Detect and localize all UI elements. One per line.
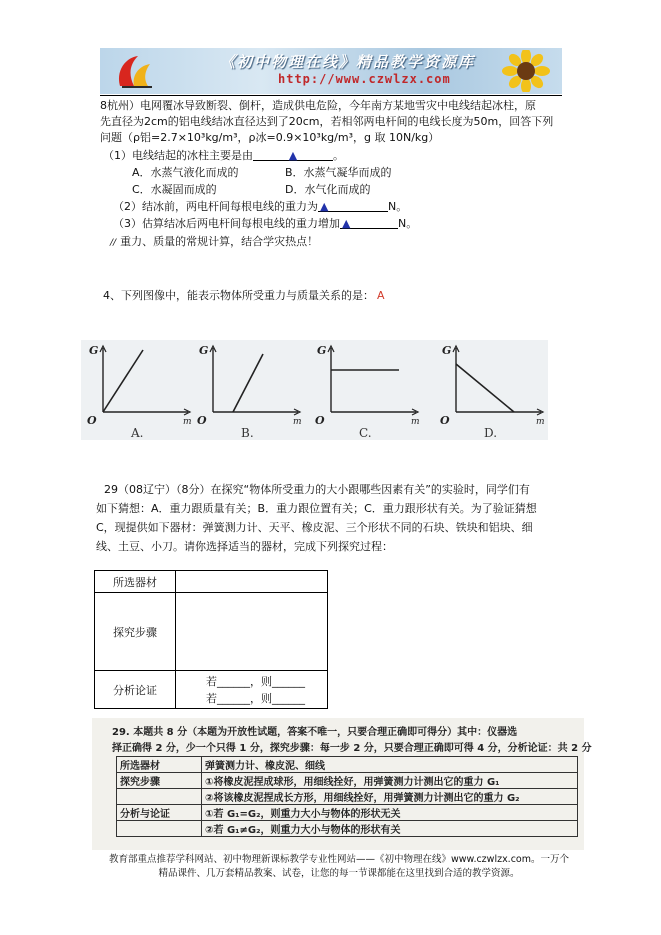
graph-line — [103, 350, 143, 412]
q8-line-3: 问题（ρ铝=2.7×10³kg/m³，ρ冰=0.9×10³kg/m³，g 取 10N/kg） — [100, 131, 440, 144]
sunflower-icon — [486, 50, 556, 92]
graph-x-label: m — [536, 417, 545, 427]
graph-origin-label: O — [315, 414, 325, 427]
scan-content: ①若 G₁=G₂，则重力大小与物体的形状无关 — [202, 805, 578, 821]
answer-marker-icon: ▲ — [320, 200, 329, 213]
q29-line-4: 线、土豆、小刀。请你选择适当的器材，完成下列探究过程： — [96, 540, 393, 553]
table-row — [117, 757, 578, 773]
banner-title: 《初中物理在线》精品教学资源库 — [220, 53, 476, 71]
analysis-if-2: 若______，则______ — [206, 691, 305, 705]
scan-label: 探究步骤 — [117, 773, 202, 789]
row-label-steps: 探究步骤 — [95, 593, 176, 671]
graph-options — [81, 340, 548, 440]
graph-line — [233, 354, 263, 412]
scan-label: 所选器材 — [117, 757, 202, 773]
scan-label: 分析与论证 — [117, 805, 202, 821]
banner-divider — [100, 95, 562, 96]
footer-line-2: 精品课件、几万套精品教案、试卷，让您的每一节课都能在这里找到合适的教学资源。 — [158, 868, 520, 879]
option-c: C．水凝固而成的 — [132, 183, 217, 196]
graph-y-label: G — [199, 344, 209, 357]
scan-content: ②若 G₁≠G₂，则重力大小与物体的形状有关 — [202, 821, 578, 837]
graph-y-label: G — [442, 344, 452, 357]
graph-origin-label: O — [440, 414, 450, 427]
table-row — [117, 789, 578, 805]
scan-content: ②将该橡皮泥捏成长方形，用细线拴好，用弹簧测力计测出它的重力 G₂ — [202, 789, 578, 805]
row-label-analysis: 分析论证 — [95, 671, 176, 709]
page-footer — [104, 853, 574, 881]
q8-sub-1-blank[interactable] — [253, 148, 333, 161]
answer-marker-icon: ▲ — [288, 149, 298, 162]
q4-prompt-text: 4、下列图像中，能表示物体所受重力与质量关系的是： — [103, 289, 374, 302]
option-a: A．水蒸气液化而成的 — [132, 166, 239, 179]
q8-note — [110, 234, 318, 251]
q8-sub-3-blank[interactable] — [340, 216, 398, 229]
q8-sub-2 — [113, 199, 407, 215]
steps-cell[interactable] — [176, 593, 328, 671]
analysis-cell[interactable] — [176, 671, 328, 709]
q8-sub-2-blank[interactable] — [318, 199, 388, 212]
graph-option-label: A. — [131, 426, 144, 440]
graph-line — [456, 364, 514, 412]
q4-prompt — [103, 288, 385, 304]
graph-y-label: G — [317, 344, 327, 357]
table-row — [117, 821, 578, 837]
graph-x-label: m — [293, 417, 302, 427]
site-banner — [100, 48, 562, 94]
scan-label — [117, 821, 202, 837]
q8-line-1: 8杭州）电网覆冰导致断裂、倒杆，造成供电危险，今年南方某地雪灾中电线结起冰柱，原 — [100, 99, 536, 112]
scan-label — [117, 789, 202, 805]
scan-table — [116, 756, 578, 837]
q8-note-text: 重力、质量的常规计算，结合学灾热点！ — [120, 235, 319, 248]
scan-header-1: 29. 本题共 8 分（本题为开放性试题，答案不唯一，只要合理正确即可得分）其中：仪器选 — [112, 727, 518, 738]
scan-header-2: 择正确得 2 分，少一个只得 1 分，探究步骤：每一步 2 分，只要合理正确即可得 4 分，分析论证：共 2 分 — [112, 743, 592, 754]
graph-origin-label: O — [87, 414, 97, 427]
graphs-svg — [81, 340, 548, 440]
q8-sub-3-text: （3）估算结冰后两电杆间每根电线的重力增加 — [113, 217, 340, 230]
q29-line-1: 29（08辽宁）（8分）在探究“物体所受重力的大小跟哪些因素有关”的实验时，同学们有 — [104, 483, 530, 496]
q4-answer: A — [377, 289, 385, 302]
option-b: B．水蒸气凝华而成的 — [285, 166, 392, 179]
table-row — [117, 773, 578, 789]
row-label-materials: 所选器材 — [95, 571, 176, 593]
q29-line-3: C，现提供如下器材：弹簧测力计、天平、橡皮泥、三个形状不同的石块、铁块和铝块、细 — [96, 521, 533, 534]
q8-sub-1-text: （1）电线结起的冰柱主要是由 — [103, 149, 253, 162]
q8-sub-2-text: （2）结冰前，两电杆间每根电线的重力为 — [113, 200, 318, 213]
graph-y-label: G — [89, 344, 99, 357]
table-row — [117, 805, 578, 821]
graph-origin-label: O — [197, 414, 207, 427]
graph-option-label: B. — [241, 426, 254, 440]
site-logo-icon — [112, 52, 158, 90]
scan-content: 弹簧测力计、橡皮泥、细线 — [202, 757, 578, 773]
graph-option-label: D. — [484, 426, 498, 440]
q8-sub-1-end: 。 — [333, 149, 344, 162]
analysis-if-1: 若______，则______ — [206, 674, 305, 688]
slash-mark-icon: // — [110, 238, 117, 248]
banner-url[interactable]: http://www.czwlzx.com — [278, 72, 451, 86]
graph-option-label: C. — [359, 426, 372, 440]
graph-x-label: m — [183, 417, 192, 427]
option-d: D．水气化而成的 — [285, 183, 371, 196]
graph-x-label: m — [411, 417, 420, 427]
q29-line-2: 如下猜想：A．重力跟质量有关；B．重力跟位置有关；C．重力跟形状有关。为了验证猜想 — [96, 502, 537, 515]
q8-sub-1 — [103, 148, 344, 164]
answer-table — [94, 570, 328, 709]
footer-line-1: 教育部重点推荐学科网站、初中物理新课标教学专业性网站——《初中物理在线》www.czwlzx.com。一万个 — [109, 854, 569, 865]
q8-line-2: 先直径为2cm的铝电线结冰直径达到了20cm，若相邻两电杆间的电线长度为50m，回答下列 — [100, 115, 554, 128]
q8-sub-3 — [113, 216, 417, 232]
answer-marker-icon: ▲ — [342, 217, 351, 230]
answer-scan — [92, 718, 592, 850]
materials-cell[interactable] — [176, 571, 328, 593]
scan-content: ①将橡皮泥捏成球形，用细线拴好，用弹簧测力计测出它的重力 G₁ — [202, 773, 578, 789]
q8-sub-2-unit: N。 — [388, 200, 408, 213]
q8-sub-3-unit: N。 — [398, 217, 418, 230]
